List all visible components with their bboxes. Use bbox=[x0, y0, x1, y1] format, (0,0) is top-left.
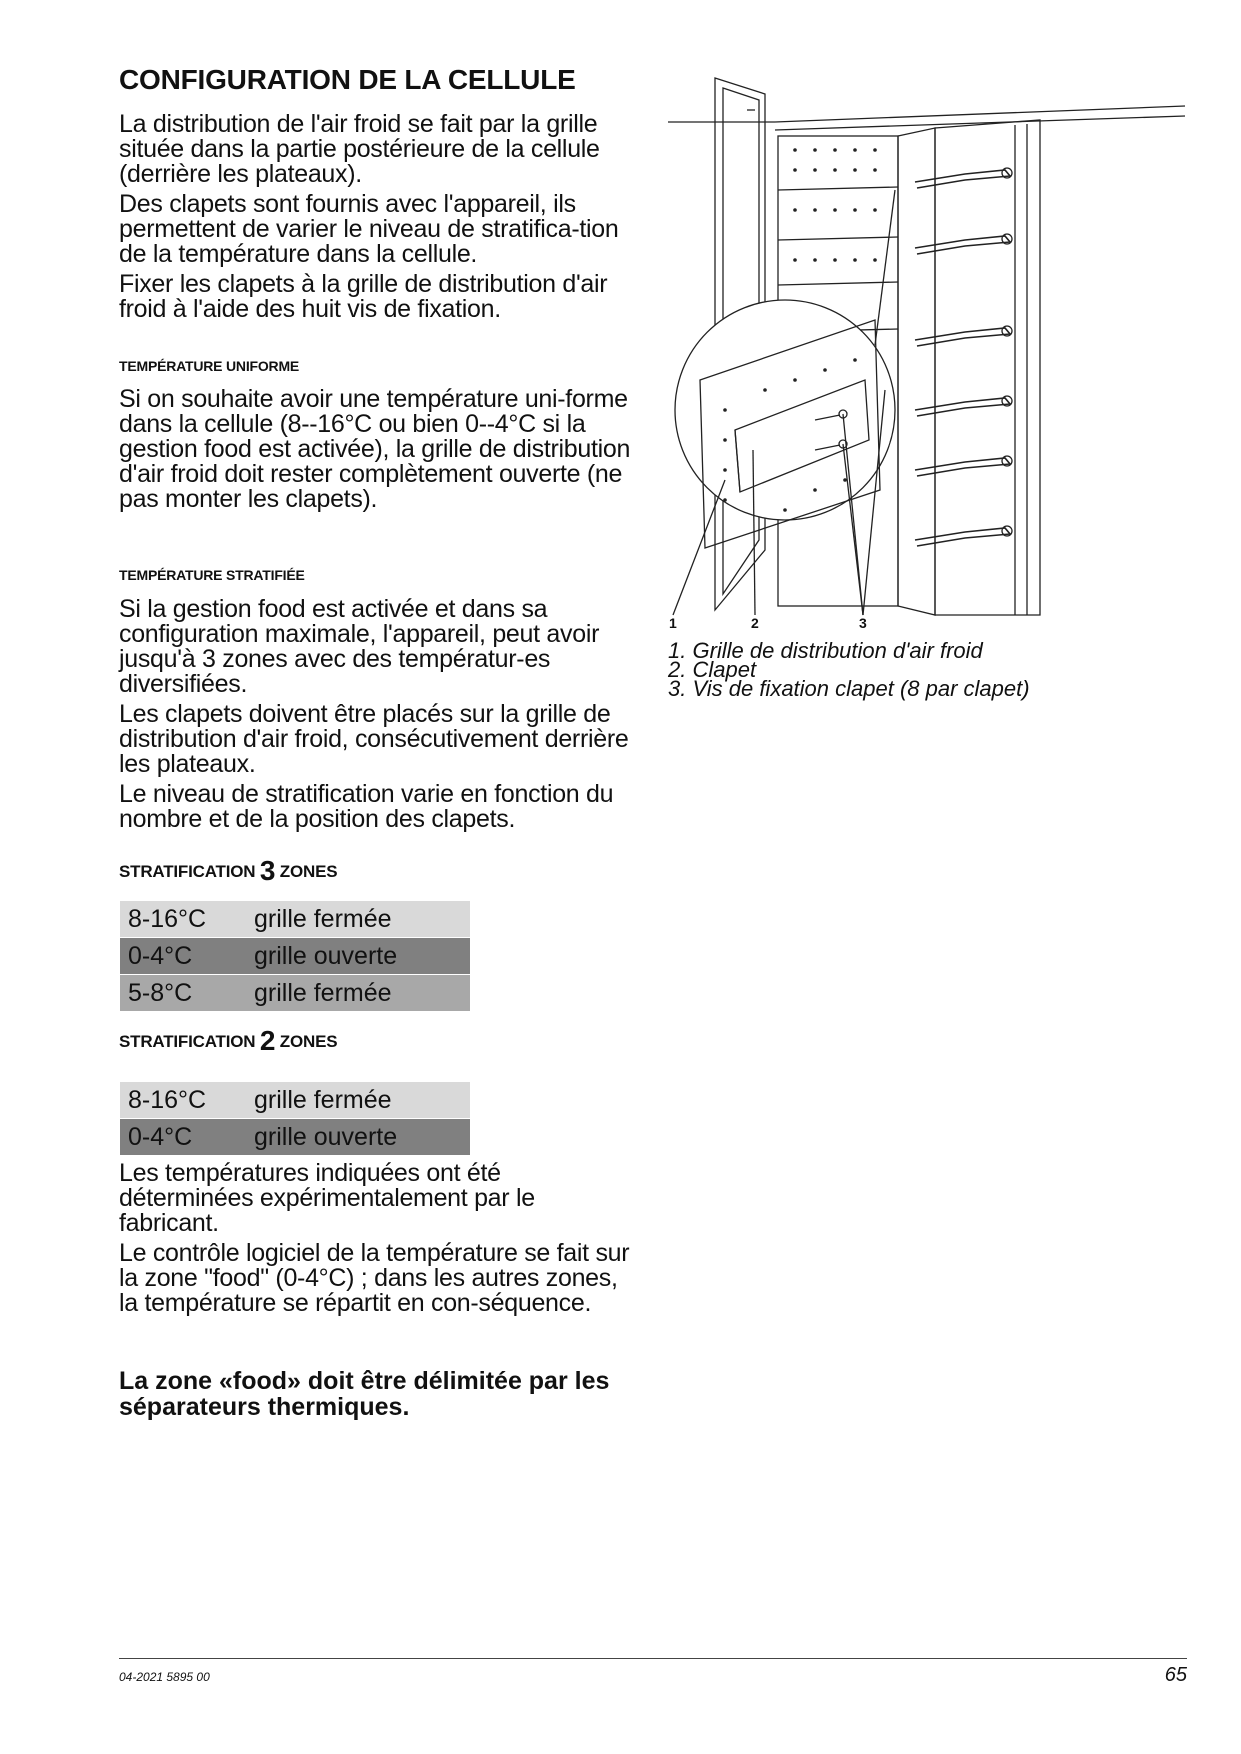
cell-illustration bbox=[665, 70, 1205, 630]
intro-paragraph: Fixer les clapets à la grille de distribution d'air froid à l'aide des huit vis de fixation. bbox=[119, 270, 608, 323]
cell-diagram-svg bbox=[665, 70, 1205, 630]
document-code: 04-2021 5895 00 bbox=[119, 1670, 210, 1684]
zone-temp: 0-4°C bbox=[120, 1119, 246, 1156]
footer-divider bbox=[119, 1658, 1187, 1659]
page-number: 65 bbox=[1164, 1664, 1187, 1686]
callout-2: 2 bbox=[751, 615, 759, 630]
zones3-heading: STRATIFICATION 3 ZONES bbox=[119, 855, 338, 886]
stratified-text bbox=[119, 597, 639, 837]
zone-temp: 0-4°C bbox=[120, 938, 246, 975]
table-row bbox=[120, 938, 470, 975]
closing-paragraph: Les températures indiquées ont été déterminées expérimentalement par le fabricant. bbox=[119, 1159, 535, 1237]
legend-item: 3. Vis de fixation clapet (8 par clapet) bbox=[668, 676, 1030, 701]
zones3-table bbox=[120, 901, 470, 1012]
figure-legend bbox=[668, 638, 1030, 701]
page-title: CONFIGURATION DE LA CELLULE bbox=[119, 64, 576, 95]
uniform-heading: TEMPÉRATURE UNIFORME bbox=[119, 358, 300, 374]
zone-state: grille ouverte bbox=[246, 1119, 470, 1156]
table-row bbox=[120, 1119, 470, 1156]
stratified-paragraph: Les clapets doivent être placés sur la grille de distribution d'air froid, consécutivement derrière les plateaux. bbox=[119, 700, 629, 778]
zone-state: grille fermée bbox=[246, 1082, 470, 1119]
callout-3: 3 bbox=[859, 615, 867, 630]
uniform-text bbox=[119, 387, 639, 517]
closing-text bbox=[119, 1161, 639, 1321]
zone-temp: 8-16°C bbox=[120, 901, 246, 938]
zone-temp: 5-8°C bbox=[120, 975, 246, 1012]
closing-paragraph: Le contrôle logiciel de la température se fait sur la zone "food" (0-4°C) ; dans les autres zones, la température se répartit en con-séquence. bbox=[119, 1239, 630, 1317]
callout-1: 1 bbox=[669, 615, 677, 630]
table-row bbox=[120, 1082, 470, 1119]
uniform-paragraph: Si on souhaite avoir une température uni-forme dans la cellule (8--16°C ou bien 0--4°C si la gestion food est activée), la grille de distribution d'air froid doit rester complètement ouverte (ne pas monter les clapets). bbox=[119, 385, 631, 513]
stratified-paragraph: Si la gestion food est activée et dans sa configuration maximale, l'appareil, peut avoir jusqu'à 3 zones avec des températur-es diversifiées. bbox=[119, 595, 600, 698]
intro-text bbox=[119, 112, 639, 327]
intro-paragraph: La distribution de l'air froid se fait par la grille située dans la partie postérieure de la cellule (derrière les plateaux). bbox=[119, 110, 600, 188]
legend-item: 2. Clapet bbox=[668, 657, 757, 682]
table-row bbox=[120, 901, 470, 938]
zone-state: grille fermée bbox=[246, 901, 470, 938]
stratified-paragraph: Le niveau de stratification varie en fonction du nombre et de la position des clapets. bbox=[119, 780, 614, 833]
stratified-heading: TEMPÉRATURE STRATIFIÉE bbox=[119, 567, 305, 583]
table-row bbox=[120, 975, 470, 1012]
zones2-heading: STRATIFICATION 2 ZONES bbox=[119, 1025, 338, 1056]
intro-paragraph: Des clapets sont fournis avec l'appareil, ils permettent de varier le niveau de stratifica-tion de la température dans la cellule. bbox=[119, 190, 619, 268]
zone-temp: 8-16°C bbox=[120, 1082, 246, 1119]
bold-note: La zone «food» doit être délimitée par les séparateurs thermiques. bbox=[119, 1367, 610, 1421]
zone-state: grille ouverte bbox=[246, 938, 470, 975]
zones2-table bbox=[120, 1082, 470, 1156]
legend-item: 1. Grille de distribution d'air froid bbox=[668, 638, 983, 663]
zone-state: grille fermée bbox=[246, 975, 470, 1012]
